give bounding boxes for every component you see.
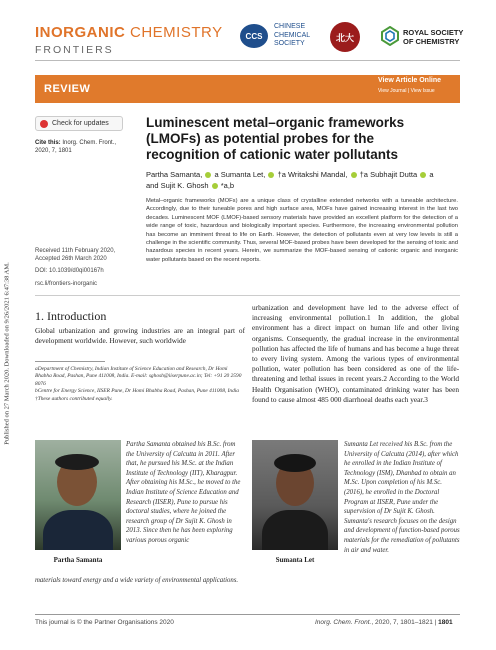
brand-secondary: CHEMISTRY bbox=[130, 24, 223, 41]
rsc-name-line: OF CHEMISTRY bbox=[403, 36, 460, 46]
author-name: and Sujit K. Ghosh bbox=[146, 181, 209, 190]
author-photo-sumanta bbox=[252, 440, 338, 550]
header-divider bbox=[35, 60, 460, 61]
view-article-online-link[interactable]: View Article Online bbox=[378, 77, 442, 84]
footnote-b: bCentre for Energy Science, IISER Pune, Dr Homi Bhabha Road, Pashan, Pune 411008, India bbox=[35, 388, 240, 395]
footer-citation bbox=[315, 619, 453, 626]
author-name: †a Subhajit Dutta bbox=[359, 170, 418, 179]
ccs-name-line: CHINESE bbox=[274, 23, 306, 30]
ccs-name bbox=[274, 23, 310, 49]
doi[interactable]: DOI: 10.1039/d0qi00167h bbox=[35, 268, 104, 274]
rsc-logo-icon bbox=[380, 26, 400, 46]
article-dates bbox=[35, 247, 135, 275]
journal-brand bbox=[35, 24, 223, 41]
portrait-hair bbox=[55, 454, 99, 470]
publication-date-note: Published on 27 March 2020. Downloaded on 9/26/2021 6:47:38 AM. bbox=[3, 262, 11, 445]
footnotes bbox=[35, 366, 245, 403]
cite-label: Cite this: bbox=[35, 140, 61, 146]
orcid-icon[interactable] bbox=[268, 172, 274, 178]
footer-volume-pages: , 2020, 7, 1801–1821 | bbox=[371, 619, 437, 626]
brand-frontiers: FRONTIERS bbox=[35, 44, 114, 56]
ccs-name-line: SOCIETY bbox=[274, 40, 305, 47]
orcid-icon[interactable] bbox=[351, 172, 357, 178]
photo-caption: Partha Samanta bbox=[53, 556, 103, 564]
author-affil: a bbox=[429, 170, 434, 179]
section-heading: 1. Introduction bbox=[35, 309, 107, 323]
portrait-shirt bbox=[43, 510, 113, 550]
footer-divider bbox=[35, 614, 460, 615]
rsc-name-line: ROYAL SOCIETY bbox=[403, 28, 464, 37]
author-bio-sumanta: Sumanta Let received his B.Sc. from the University of Calcutta (2014), after which he enrolled in the Indian Institute of Technology (ISM), Dhanbad to obtain an M.Sc. Upon completion of his M.Sc. (2016), he enrolled in the Doctoral Program at IISER, Pune under the supervision of Dr Sujit K. Ghosh. Sumanta's research focuses on the design and development of function-based porous materials for the remediation of pollutants in air and water. bbox=[344, 441, 460, 554]
ccs-name-line: CHEMICAL bbox=[274, 31, 311, 39]
orcid-icon[interactable] bbox=[420, 172, 426, 178]
footnote-divider bbox=[35, 361, 105, 362]
crossmark-icon bbox=[40, 120, 48, 128]
rsc-name bbox=[403, 29, 463, 46]
article-title: Luminescent metal–organic frameworks (LMOFs) as potential probes for the recognition of cationic water pollutants bbox=[146, 115, 405, 162]
brand-primary: INORGANIC bbox=[35, 24, 126, 41]
author-name: a Sumanta Let, bbox=[214, 170, 266, 179]
publication-sidebar bbox=[2, 180, 14, 530]
footer-journal: Inorg. Chem. Front. bbox=[315, 619, 372, 626]
orcid-icon[interactable] bbox=[205, 172, 211, 178]
view-journal-issue-links[interactable]: View Journal | View Issue bbox=[378, 88, 435, 94]
intro-paragraph-col1: Global urbanization and growing industries are an integral part of development worldwide. However, such worldwide bbox=[35, 326, 245, 346]
author-name: Partha Samanta, bbox=[146, 170, 203, 179]
check-for-updates-label: Check for updates bbox=[52, 120, 109, 127]
orcid-icon[interactable] bbox=[212, 183, 218, 189]
cite-text: Inorg. Chem. Front., 2020, 7, 1801 bbox=[35, 140, 117, 154]
abstract: Metal–organic frameworks (MOFs) are a unique class of crystalline extended networks with a tuneable architecture. Accordingly, due to their tuneable pores and high surface area, MOFs have gained increasing interest in the last two decades. Luminescent MOF (LMOF)-based sensory materials have provided an excellent platform for the detection of a wide range of toxic, hazardous and biologically important species. Furthermore, the increasing environmental pollution has become an imminent threat to life on Earth. However, the detection of pollutants even at very low levels is still a challenge in the scientific community. Thus, several MOF-based probes have been developed for the sensing of toxic and hazardous species in recent years. Herein, we summarize the MOF-based sensing of cationic organic and inorganic water pollutants based on the recent reports. bbox=[146, 198, 458, 263]
page-number: 1801 bbox=[438, 619, 453, 626]
intro-paragraph-col2: urbanization and development have led to the adverse effect of increasing environmental pollution.1 In addition, the global environment has a direct impact on human life and other living organisms. Consequently, the gradual increase in the environmental pollution has affected the life of humans and has become a huge threat to every living system. Among the various types of environmental pollution, water pollution has been considered as one of the life-threatening and lethal issues in recent years.2 According to the World Health Organisation (WHO), contaminated drinking water has been found to cause almost 485 000 diarrhoeal deaths each year.3 bbox=[252, 303, 459, 404]
article-type-label: REVIEW bbox=[44, 83, 91, 95]
received-date: Received 11th February 2020, bbox=[35, 248, 116, 254]
section-divider bbox=[35, 295, 460, 296]
ccs-logo: CCS bbox=[240, 24, 268, 48]
citation bbox=[35, 139, 125, 155]
author-name: †a Writakshi Mandal, bbox=[277, 170, 348, 179]
photo-caption: Sumanta Let bbox=[275, 556, 315, 564]
journal-site-link[interactable]: rsc.li/frontiers-inorganic bbox=[35, 281, 98, 287]
author-affil: *a,b bbox=[220, 181, 235, 190]
footnote-dagger: †These authors contributed equally. bbox=[35, 395, 113, 402]
portrait-hair bbox=[274, 454, 316, 472]
author-bio-partha: Partha Samanta obtained his B.Sc. from the University of Calcutta in 2011. After that, he pursued his M.Sc. at the Indian Institute of Technology (IIT), Kharagpur. After obtaining his M.Sc., he moved to the Indian Institute of Science Education and Research (IISER), Pune to pursue his doctoral studies, where he joined the research group of Dr Sujit K. Ghosh in 2013. Since then he has been exploring various porous organic bbox=[126, 441, 241, 544]
portrait-shirt bbox=[262, 510, 328, 550]
footnote-a: aDepartment of Chemistry, Indian Institute of Science Education and Research, Dr Homi Bhabha Road, Pashan, Pune 411008, India. E-mail: sghosh@iiserpune.ac.in; Tel: +91 20 2590 8076 bbox=[35, 366, 242, 387]
check-for-updates-button[interactable] bbox=[35, 116, 123, 131]
pku-seal-logo: 北大 bbox=[330, 22, 360, 52]
accepted-date: Accepted 26th March 2020 bbox=[35, 256, 107, 262]
author-bio-partha-cont: materials toward energy and a wide variety of environmental applications. bbox=[35, 577, 239, 584]
author-list bbox=[146, 169, 456, 191]
author-photo-partha bbox=[35, 440, 121, 550]
footer-copyright: This journal is © the Partner Organisations 2020 bbox=[35, 619, 174, 626]
